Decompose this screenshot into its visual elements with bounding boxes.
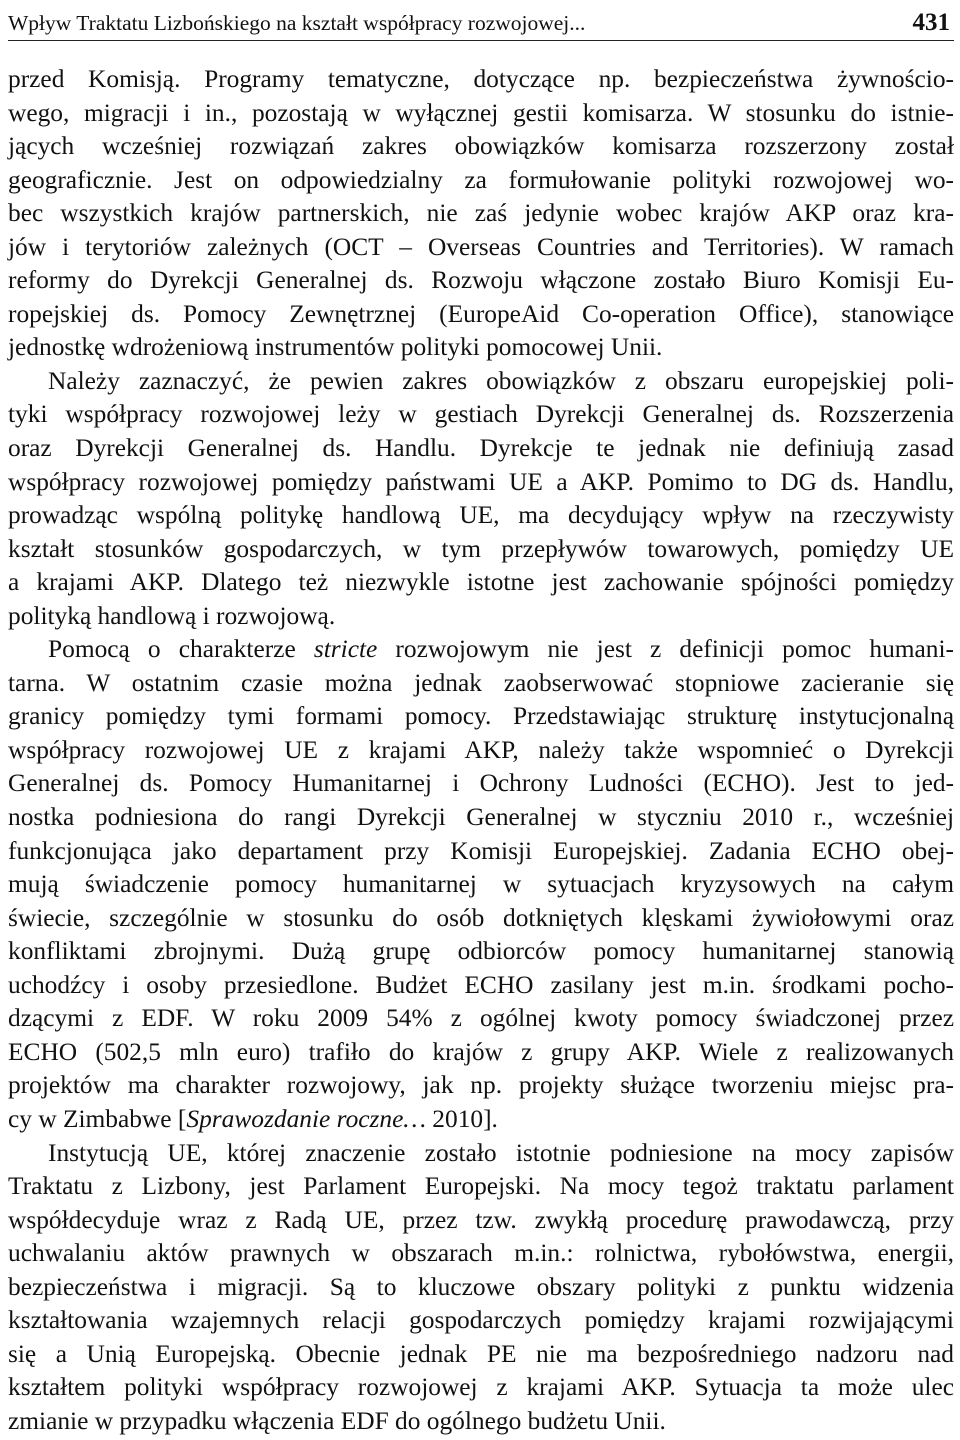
text-line: jów i terytoriów zależnych (OCT – Overseas Countries and Territories). W ramach <box>8 232 954 261</box>
text-line: kształt stosunków gospodarczych, w tym przepływów towarowych, pomiędzy UE <box>8 534 954 563</box>
text-run: Pomocą o charakterze <box>48 635 314 664</box>
text-line: nostka podniesiona do rangi Dyrekcji Generalnej w styczniu 2010 r., wcześniej <box>8 803 954 832</box>
text-line: ropejskiej ds. Pomocy Zewnętrznej (EuropeAid Co-operation Office), stanowiące <box>8 299 954 328</box>
text-line: uchodźcy i osoby przesiedlone. Budżet ECHO zasilany jest m.in. środkami pocho- <box>8 970 954 999</box>
text-line: bec wszystkich krajów partnerskich, nie zaś jedynie wobec krajów AKP oraz kra- <box>8 199 954 228</box>
text-line: reformy do Dyrekcji Generalnej ds. Rozwoju włączone zostało Biuro Komisji Eu- <box>8 266 954 295</box>
text-line: dzącymi z EDF. W roku 2009 54% z ogólnej kwoty pomocy świadczonej przez <box>8 1004 954 1033</box>
text-line: bezpieczeństwa i migracji. Są to kluczowe obszary polityki z punktu widzenia <box>8 1272 954 1301</box>
text-line <box>8 633 954 667</box>
text-line: świecie, szczególnie w stosunku do osób dotkniętych klęskami żywiołowymi oraz <box>8 903 954 932</box>
running-header <box>8 0 954 38</box>
text-line: jących wcześniej rozwiązań zakres obowiązków komisarza rozszerzony został <box>8 132 954 161</box>
text-line: uchwalaniu aktów prawnych w obszarach m.in.: rolnictwa, rybołówstwa, energii, <box>8 1239 954 1268</box>
text-line: mują świadczenie pomocy humanitarnej w sytuacjach kryzysowych na całym <box>8 870 954 899</box>
paragraph-4 <box>8 1137 954 1439</box>
text-line: konfliktami zbrojnymi. Dużą grupę odbiorców pomocy humanitarnej stanowią <box>8 937 954 966</box>
text-line: polityką handlową i rozwojową. <box>8 601 336 630</box>
text-line: kształtowania wzajemnych relacji gospodarczych pomiędzy krajami rozwijającymi <box>8 1306 954 1335</box>
page-number: 431 <box>912 9 950 36</box>
italic-term: stricte <box>313 635 378 664</box>
text-line: kształtem polityki współpracy rozwojowej z krajami AKP. Sytuacja ta może ulec <box>8 1373 954 1402</box>
text-line: funkcjonująca jako departament przy Komisji Europejskiej. Zadania ECHO obej- <box>8 836 954 865</box>
text-line: się a Unią Europejską. Obecnie jednak PE nie ma bezpośredniego nadzoru nad <box>8 1339 954 1368</box>
text-line: Traktatu z Lizbony, jest Parlament Europejski. Na mocy tegoż traktatu parlament <box>8 1172 954 1201</box>
body-text <box>8 41 954 1438</box>
document-page <box>8 0 954 1438</box>
text-line: projektów ma charakter rozwojowy, jak np. projekty służące tworzeniu miejsc pra- <box>8 1071 954 1100</box>
text-line: granicy pomiędzy tymi formami pomocy. Przedstawiając strukturę instytucjonalną <box>8 702 954 731</box>
text-line: ECHO (502,5 mln euro) trafiło do krajów z grupy AKP. Wiele z realizowanych <box>8 1037 954 1066</box>
text-line <box>8 1103 954 1137</box>
text-line: współdecyduje wraz z Radą UE, przez tzw. zwykłą procedurę prawodawczą, przy <box>8 1205 954 1234</box>
text-line: tarna. W ostatnim czasie można jednak zaobserwować stopniowe zacieranie się <box>8 668 954 697</box>
text-line: Instytucją UE, której znaczenie zostało istotnie podniesione na mocy zapisów <box>48 1138 954 1167</box>
paragraph-3 <box>8 633 954 1136</box>
paragraph-2 <box>8 365 954 633</box>
paragraph-1 <box>8 63 954 365</box>
text-line: tyki współpracy rozwojowej leży w gestiach Dyrekcji Generalnej ds. Rozszerzenia <box>8 400 954 429</box>
text-line: oraz Dyrekcji Generalnej ds. Handlu. Dyrekcje te jednak nie definiują zasad <box>8 434 954 463</box>
text-line: geograficznie. Jest on odpowiedzialny za formułowanie polityki rozwojowej wo- <box>8 165 954 194</box>
text-run: 2010]. <box>425 1104 498 1133</box>
text-line: przed Komisją. Programy tematyczne, dotyczące np. bezpieczeństwa żywnościo- <box>8 65 954 93</box>
text-line: zmianie w przypadku włączenia EDF do ogólnego budżetu Unii. <box>8 1406 666 1435</box>
italic-citation: Sprawozdanie roczne… <box>186 1104 426 1133</box>
text-line: współpracy rozwojowej pomiędzy państwami UE a AKP. Pomimo to DG ds. Handlu, <box>8 467 954 496</box>
text-line: wego, migracji i in., pozostają w wyłącznej gestii komisarza. W stosunku do istnie- <box>8 98 954 127</box>
text-line: Należy zaznaczyć, że pewien zakres obowiązków z obszaru europejskiej poli- <box>48 366 954 395</box>
text-run: cy w Zimbabwe [ <box>8 1104 187 1133</box>
text-line: jednostkę wdrożeniową instrumentów polityki pomocowej Unii. <box>8 333 663 362</box>
text-line: współpracy rozwojowej UE z krajami AKP, należy także wspomnieć o Dyrekcji <box>8 735 954 764</box>
text-line: prowadząc wspólną politykę handlową UE, ma decydujący wpływ na rzeczywisty <box>8 501 954 530</box>
text-line: a krajami AKP. Dlatego też niezwykle istotne jest zachowanie spójności pomiędzy <box>8 568 954 597</box>
running-title: Wpływ Traktatu Lizbońskiego na kształt współpracy rozwojowej... <box>8 11 586 35</box>
text-run: rozwojowym nie jest z definicji pomoc humani- <box>377 635 954 664</box>
text-line: Generalnej ds. Pomocy Humanitarnej i Ochrony Ludności (ECHO). Jest to jed- <box>8 769 954 798</box>
